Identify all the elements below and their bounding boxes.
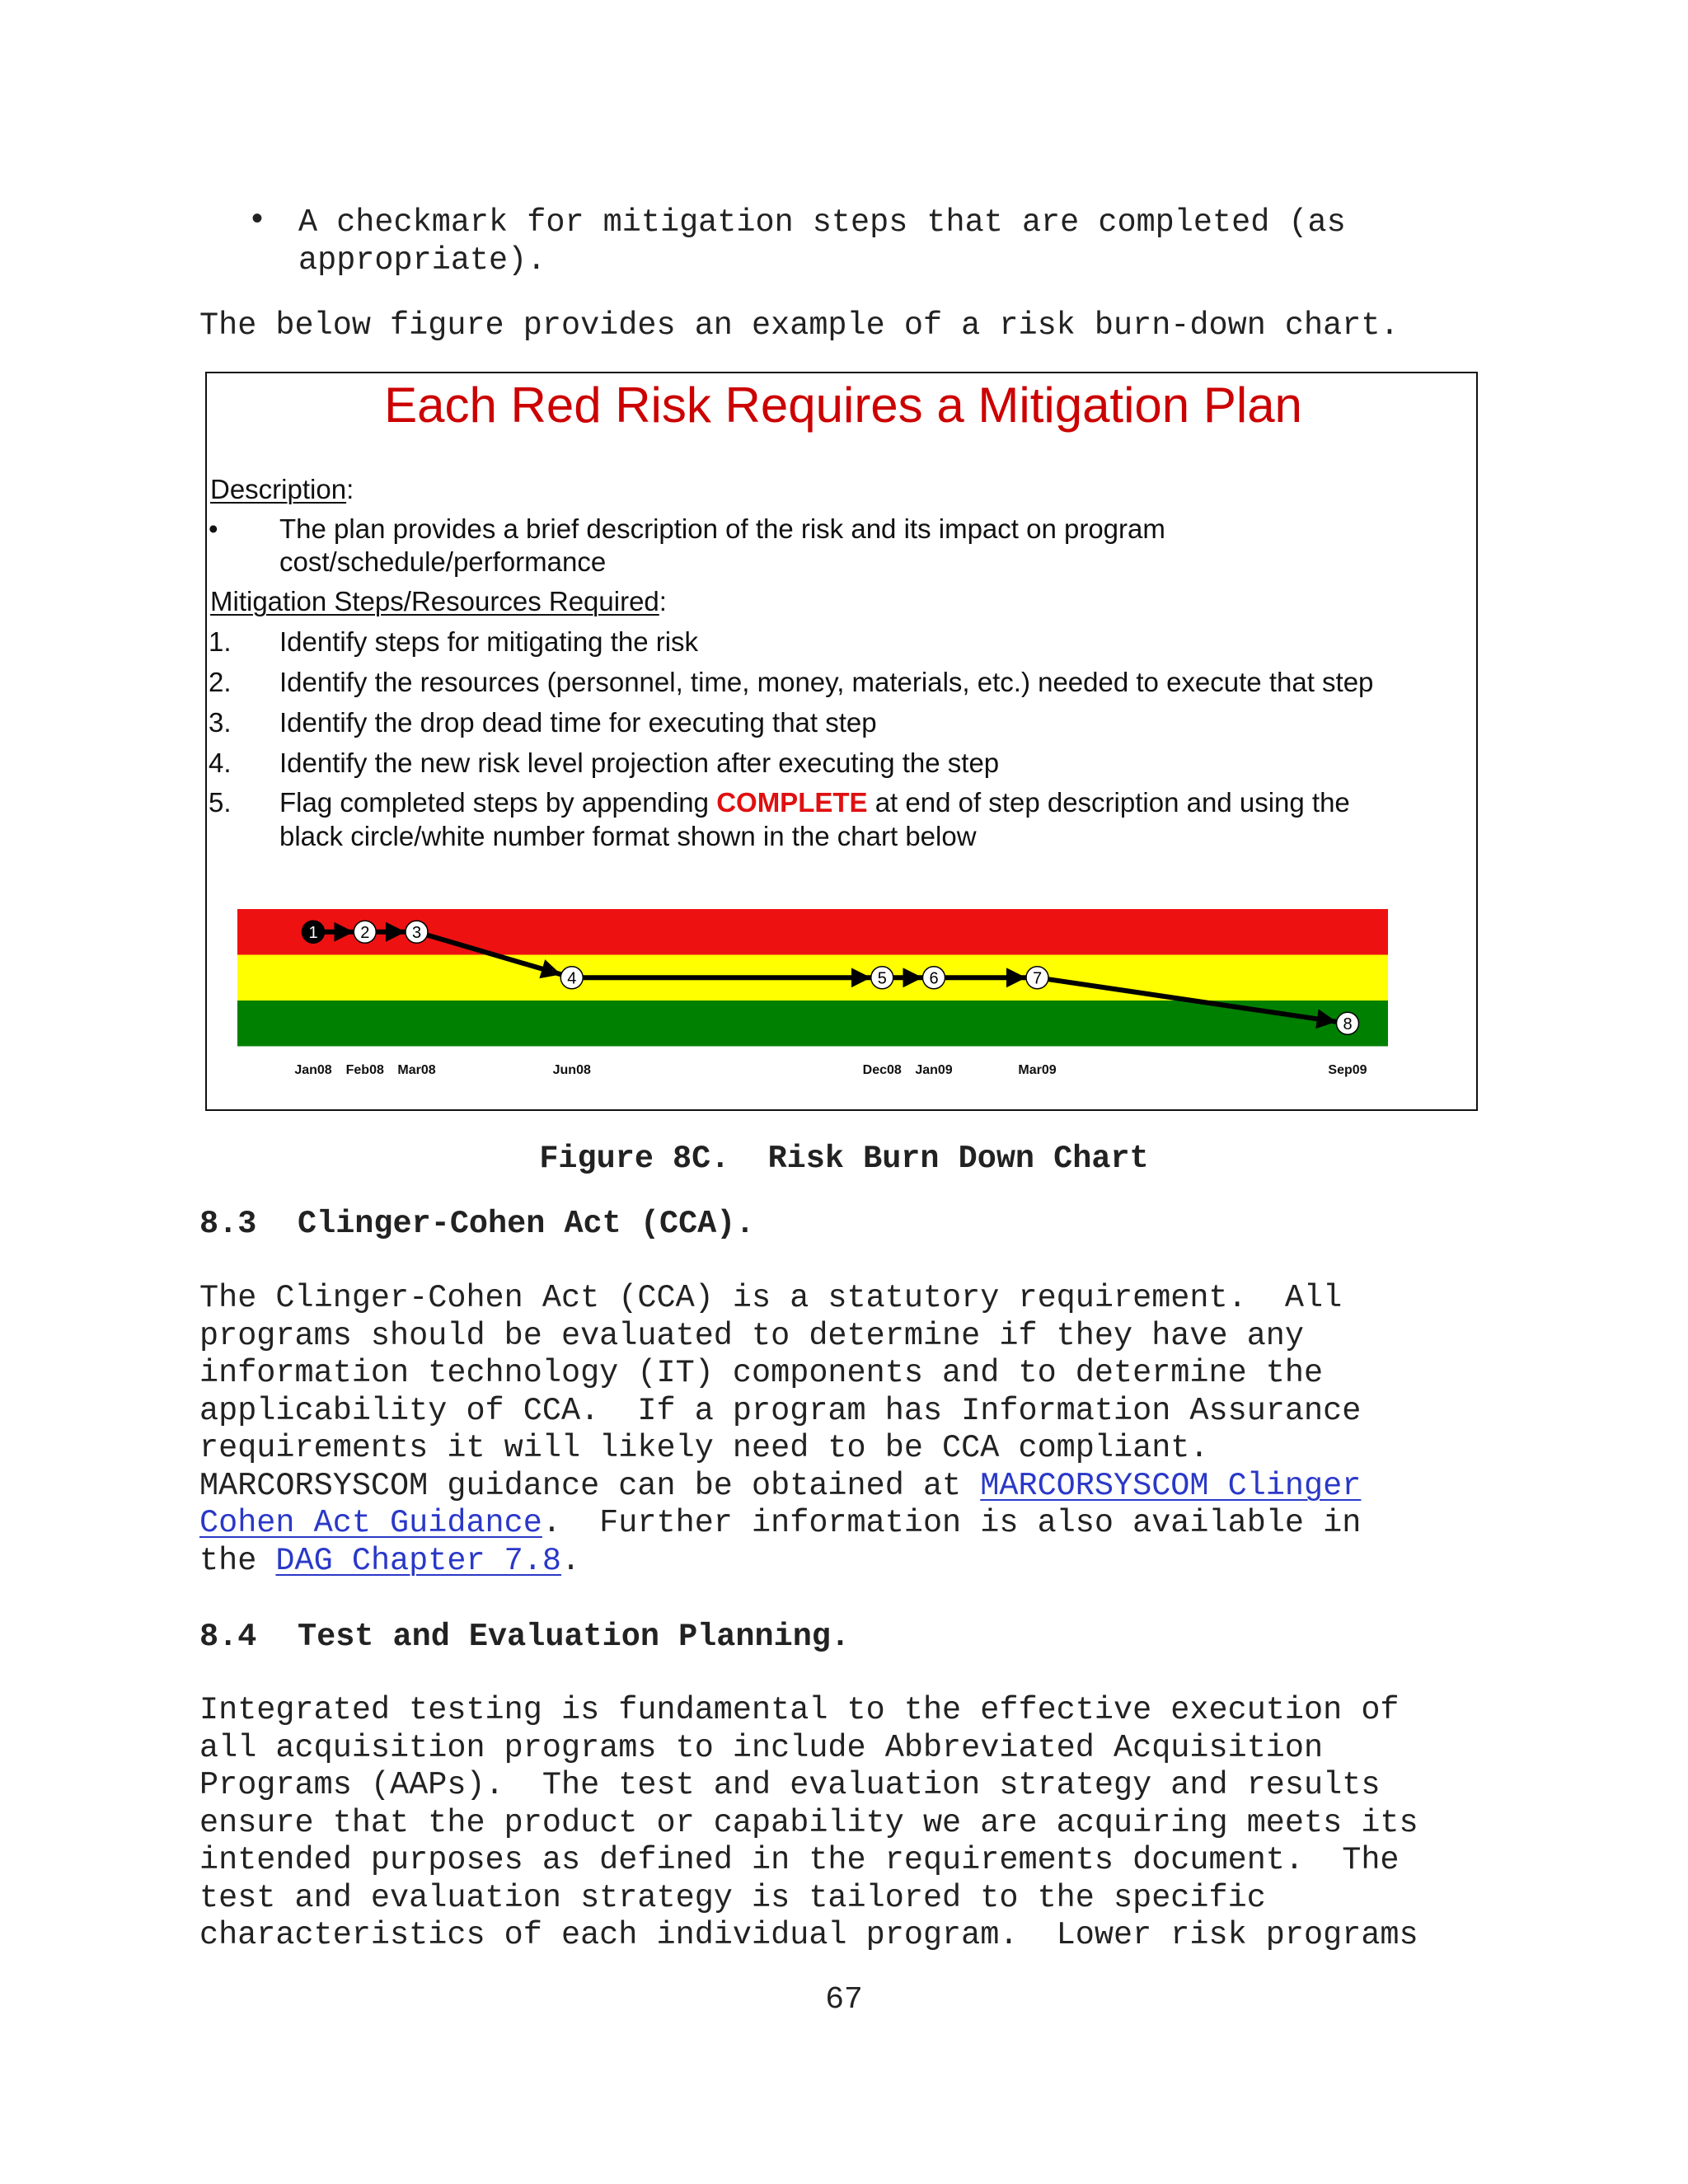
section-8-4-line-1: Integrated testing is fundamental to the effective execution of xyxy=(199,1692,1400,1728)
risk-band-green xyxy=(237,1001,1388,1047)
section-8-3-line-3: information technology (IT) components and to determine the xyxy=(199,1355,1324,1391)
step-1-number: 1. xyxy=(209,626,232,657)
x-tick-label-dec08: Dec08 xyxy=(862,1063,902,1077)
x-tick-label-feb08: Feb08 xyxy=(345,1063,384,1077)
risk-burn-down-chart xyxy=(207,373,1476,1109)
description-heading-label: Description xyxy=(210,474,347,504)
step-2-number: 2. xyxy=(209,667,232,697)
figure-caption: Figure 8C. Risk Burn Down Chart xyxy=(539,1141,1149,1177)
step-marker-label-1: 1 xyxy=(308,923,318,942)
x-tick-label-mar08: Mar08 xyxy=(397,1063,436,1077)
section-8-3-line-2: programs should be evaluated to determine if they have any xyxy=(199,1318,1305,1354)
section-8-3-line-1: The Clinger-Cohen Act (CCA) is a statutory requirement. All xyxy=(199,1280,1343,1316)
section-8-3-title: Clinger-Cohen Act (CCA). xyxy=(298,1206,755,1242)
step-5-line2: black circle/white number format shown in the chart below xyxy=(279,821,977,851)
section-8-3-line-4: applicability of CCA. If a program has Information Assurance xyxy=(199,1393,1362,1429)
bullet-text-line1: A checkmark for mitigation steps that are completed (as xyxy=(298,204,1346,241)
section-8-4-line-2: all acquisition programs to include Abbreviated Acquisition xyxy=(199,1730,1324,1766)
page-number: 67 xyxy=(825,1982,863,2018)
section-8-4-title: Test and Evaluation Planning. xyxy=(298,1619,851,1655)
section-8-4-line-6: test and evaluation strategy is tailored to the specific xyxy=(199,1880,1266,1916)
step-3-text: Identify the drop dead time for executing that step xyxy=(279,707,877,738)
complete-keyword: COMPLETE xyxy=(716,787,868,818)
x-tick-label-jan08: Jan08 xyxy=(294,1063,332,1077)
further-info-text: . Further information is also available in xyxy=(542,1505,1362,1541)
section-8-4-line-5: intended purposes as defined in the requirements document. The xyxy=(199,1842,1400,1878)
marcorsyscom-cca-link[interactable]: MARCORSYSCOM Clinger xyxy=(980,1468,1362,1504)
steps-colon: : xyxy=(659,586,667,616)
dag-prefix: the xyxy=(199,1543,276,1579)
step-marker-label-2: 2 xyxy=(360,923,370,942)
description-colon: : xyxy=(346,474,354,504)
step-marker-label-7: 7 xyxy=(1032,969,1043,988)
section-8-3-line-8 xyxy=(199,1543,580,1581)
bullet-text-line2: appropriate). xyxy=(298,242,546,279)
step-marker-label-6: 6 xyxy=(929,969,939,988)
section-8-4-line-4: ensure that the product or capability we are acquiring meets its xyxy=(199,1805,1418,1841)
description-bullet-line2: cost/schedule/performance xyxy=(279,546,607,577)
dag-suffix: . xyxy=(560,1543,581,1579)
step-4-number: 4. xyxy=(209,748,232,778)
figure-title: Each Red Risk Requires a Mitigation Plan xyxy=(384,377,1302,433)
intro-sentence: The below figure provides an example of a risk burn-down chart. xyxy=(199,307,1400,344)
step-marker-label-3: 3 xyxy=(411,923,422,942)
x-tick-label-mar09: Mar09 xyxy=(1018,1063,1057,1077)
section-8-3-line-7 xyxy=(199,1505,1361,1543)
section-8-3-line-5: requirements it will likely need to be CCA compliant. xyxy=(199,1430,1209,1466)
step-3-number: 3. xyxy=(209,707,232,738)
step-2-text: Identify the resources (personnel, time, money, materials, etc.) needed to execute that step xyxy=(279,667,1374,697)
description-bullet-marker: • xyxy=(209,513,218,544)
section-8-4-number: 8.4 xyxy=(199,1619,257,1655)
description-bullet-line1: The plan provides a brief description of the risk and its impact on program xyxy=(279,513,1165,544)
step-5-text-after: at end of step description and using the xyxy=(874,787,1350,818)
step-1-text: Identify steps for mitigating the risk xyxy=(279,626,699,657)
dag-chapter-link[interactable]: DAG Chapter 7.8 xyxy=(275,1543,561,1579)
step-marker-label-4: 4 xyxy=(567,969,577,988)
marcorsyscom-cca-link-continued[interactable]: Cohen Act Guidance xyxy=(199,1505,542,1541)
section-8-4-line-7: characteristics of each individual program. Lower risk programs xyxy=(199,1917,1418,1953)
step-marker-label-8: 8 xyxy=(1343,1015,1353,1033)
step-5-number: 5. xyxy=(209,787,232,818)
section-8-4-line-3: Programs (AAPs). The test and evaluation strategy and results xyxy=(199,1767,1381,1803)
x-tick-label-jan09: Jan09 xyxy=(915,1063,953,1077)
section-8-3-number: 8.3 xyxy=(199,1206,257,1242)
step-marker-label-5: 5 xyxy=(877,969,887,988)
x-tick-label-jun08: Jun08 xyxy=(552,1063,591,1077)
x-tick-label-sep09: Sep09 xyxy=(1328,1063,1367,1077)
step-5-text-before: Flag completed steps by appending xyxy=(279,787,710,818)
guidance-prefix: MARCORSYSCOM guidance can be obtained at xyxy=(199,1468,981,1504)
section-8-3-line-6 xyxy=(199,1468,1361,1506)
step-4-text: Identify the new risk level projection after executing the step xyxy=(279,748,1000,778)
bullet-marker: • xyxy=(247,203,268,240)
figure-box xyxy=(205,372,1478,1111)
steps-heading-label: Mitigation Steps/Resources Required xyxy=(210,586,659,616)
